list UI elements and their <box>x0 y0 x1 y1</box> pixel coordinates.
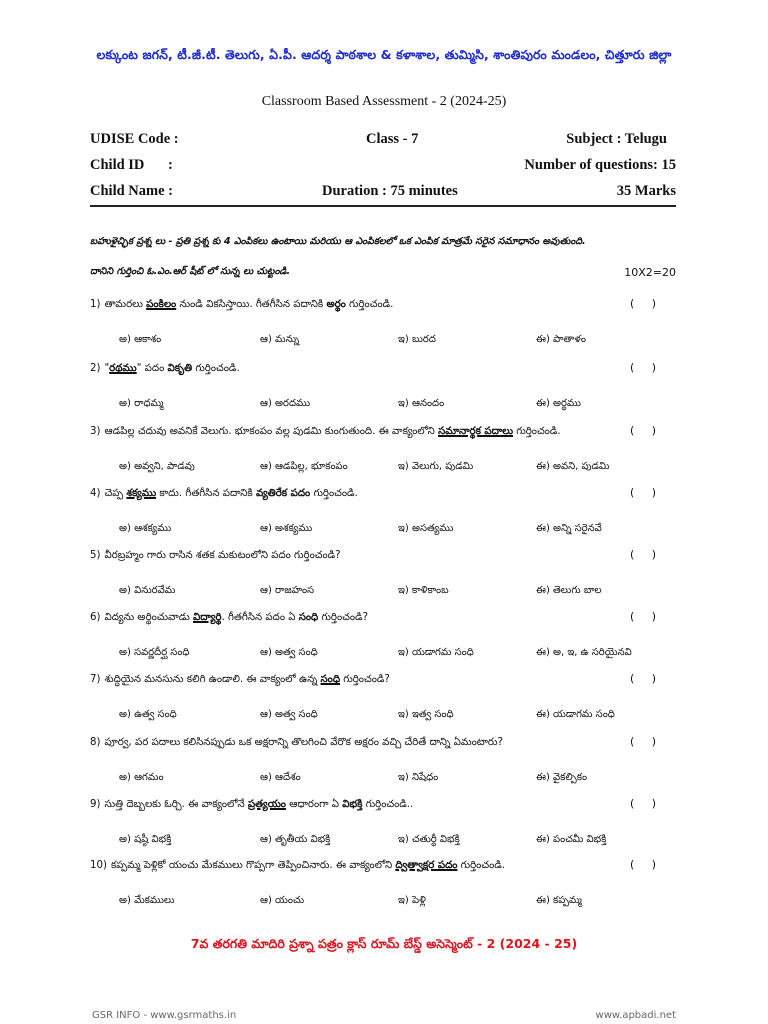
option-4[interactable]: ఈ) అన్ని సరైనవే <box>536 523 602 534</box>
question-bold: ద్విత్వాక్షర పదం <box>395 860 458 871</box>
option-2[interactable]: ఆ) ఆదేశం <box>260 772 301 783</box>
option-4[interactable]: ఈ) పాతాళం <box>536 334 586 345</box>
school-header: లక్కుంట జగన్, టీ.జీ.టీ. తెలుగు, ఏ.పీ. ఆదర్శ పాఠశాల & కళాశాల, తుమ్మిసి, శాంతిపురం మండలం, చిత్తూరు జిల్లా <box>96 47 672 62</box>
question-mid: ఆధారంగా ఏ <box>285 799 343 810</box>
answer-bracket[interactable]: ( ) <box>630 735 657 748</box>
question-post: గుర్తించండి? <box>318 612 368 623</box>
option-3[interactable]: ఇ) పెళ్లి <box>398 895 426 906</box>
question-mid: గుర్తించండి. <box>457 860 506 871</box>
option-3[interactable]: ఇ) ఇత్వ సంధి <box>398 709 454 720</box>
option-2[interactable]: ఆ) అత్వ సంధి <box>260 709 318 720</box>
question-text <box>90 549 676 563</box>
question-text <box>90 611 676 625</box>
question-num: 2) <box>90 363 101 374</box>
question-text <box>90 736 676 750</box>
option-4[interactable]: ఈ) అవని, పుడమి <box>536 461 610 472</box>
udise-label: UDISE Code : <box>90 131 179 147</box>
question-pre: సుత్తి దెబ్బలకు ఓర్చి. ఈ వాక్యంలోనే <box>104 799 248 810</box>
option-1[interactable]: అ) రాధమ్మ <box>119 398 164 409</box>
question-pre: ఆడపిల్ల చదువు అవనికే వెలుగు. భూకంపం వల్ల పుడమి కుంగుతుంది. ఈ వాక్యంలోని <box>104 426 439 437</box>
class-label: Class - 7 <box>366 131 419 147</box>
option-3[interactable]: ఇ) యడాగమ సంధి <box>398 647 474 658</box>
subject-label: Subject : Telugu <box>566 131 667 147</box>
question-num: 6) <box>90 612 101 623</box>
option-4[interactable]: ఈ) వైకల్పికం <box>536 772 588 783</box>
answer-bracket[interactable]: ( ) <box>630 297 657 310</box>
question-bold2: వ్యతిరేక పదం <box>255 488 311 499</box>
question-post: గుర్తించండి. <box>345 299 394 310</box>
question-mid: గుర్తించండి? <box>340 674 390 685</box>
duration-label: Duration : 75 minutes <box>322 183 458 199</box>
option-1[interactable]: అ) వినురవేమ <box>119 585 176 596</box>
question-text <box>90 673 676 687</box>
section-marks: 10X2=20 <box>624 266 676 279</box>
option-4[interactable]: ఈ) అర్థము <box>536 398 581 409</box>
question-bold: రథము <box>109 363 137 374</box>
question-post: గుర్తించండి.. <box>362 799 414 810</box>
header-divider <box>90 205 676 207</box>
question-num: 10) <box>90 860 107 871</box>
question-num: 9) <box>90 799 101 810</box>
option-2[interactable]: ఆ) ఆడపిల్ల, భూకంపం <box>260 461 348 472</box>
option-1[interactable]: అ) షష్ఠీ విభక్తి <box>119 834 172 845</box>
footer-title: 7వ తరగతి మాదిరి ప్రశ్నా పత్రం క్లాస్ రూమ్ బేస్డ్ అసెస్మెంట్ - 2 (2024 - 25) <box>190 936 578 951</box>
option-1[interactable]: అ) ఆగమం <box>119 772 164 783</box>
option-1[interactable]: అ) మేకములు <box>119 895 175 906</box>
answer-bracket[interactable]: ( ) <box>630 610 657 623</box>
option-1[interactable]: అ) ఉత్వ సంధి <box>119 709 177 720</box>
question-bold: ప్రత్యయం <box>247 799 286 810</box>
question-bold2: సంధి <box>298 612 319 623</box>
question-num: 5) <box>90 550 101 561</box>
question-num: 4) <box>90 488 101 499</box>
question-num: 8) <box>90 737 101 748</box>
instruction-line-2: దానిని గుర్తించి ఓ.ఎం.ఆర్ షీట్ లో సున్న లు చుట్టండి. <box>90 266 291 277</box>
question-text <box>90 487 676 501</box>
answer-bracket[interactable]: ( ) <box>630 486 657 499</box>
question-text <box>90 798 676 812</box>
question-bold: పంకిలం <box>146 299 177 310</box>
option-4[interactable]: ఈ) పంచమీ విభక్తి <box>536 834 607 845</box>
instruction-line-1: బహుళైచ్ఛిక ప్రశ్న లు - ప్రతి ప్రశ్న కు 4 ఎంపికలు ఉంటాయి మరియు ఆ ఎంపికలలో ఒక ఎంపిక మాత్రమే సరైన సమాధానం అవుతుంది. <box>90 236 586 247</box>
footer-right: www.apbadi.net <box>595 1010 676 1021</box>
question-pre: తామరలు <box>104 299 147 310</box>
option-3[interactable]: ఇ) బురద <box>398 334 436 345</box>
question-mid: నుండి వికసిస్తాయి. గీతగీసిన పదానికి <box>176 299 327 310</box>
answer-bracket[interactable]: ( ) <box>630 424 657 437</box>
option-4[interactable]: ఈ) కప్పమ్మ <box>536 895 582 906</box>
question-num: 1) <box>90 299 101 310</box>
option-4[interactable]: ఈ) తెలుగు బాల <box>536 585 602 596</box>
question-pre: కప్పమ్మ పెళ్లికో యంచు మేకములు గొప్పగా తెప్పించినారు. ఈ వాక్యంలోని <box>110 860 396 871</box>
num-questions-label: Number of questions: 15 <box>524 157 676 173</box>
question-num: 3) <box>90 426 101 437</box>
assessment-title: Classroom Based Assessment - 2 (2024-25) <box>261 94 507 109</box>
question-num: 7) <box>90 674 101 685</box>
child-id-colon: : <box>168 157 173 173</box>
option-1[interactable]: అ) అవ్వని, పాడవు <box>119 461 195 472</box>
child-id-label: Child ID <box>90 157 145 173</box>
option-4[interactable]: ఈ) యడాగమ సంధి <box>536 709 615 720</box>
question-post: గుర్తించండి. <box>192 363 240 374</box>
option-1[interactable]: అ) ఆశక్యము <box>119 523 172 534</box>
option-2[interactable]: ఆ) మన్ను <box>260 334 300 345</box>
answer-bracket[interactable]: ( ) <box>630 858 657 871</box>
footer-left: GSR INFO - www.gsrmaths.in <box>92 1010 237 1021</box>
option-3[interactable]: ఇ) చతుర్థీ విభక్తి <box>398 834 460 845</box>
question-mid: . గీతగీసిన పదం ఏ <box>221 612 299 623</box>
option-3[interactable]: ఇ) వెలుగు, పుడమి <box>398 461 474 472</box>
question-bold2: వికృతి <box>167 363 193 374</box>
option-2[interactable]: ఆ) తృతీయ విభక్తి <box>260 834 331 845</box>
question-pre: వీరబ్రహ్మం గారు రాసిన శతక మకుటంలోని పదం గుర్తించండి? <box>104 550 341 561</box>
option-3[interactable]: ఇ) ఆనందం <box>398 398 445 409</box>
question-pre: విద్యను అర్థించువాడు <box>104 612 194 623</box>
question-mid: " పదం <box>136 363 168 374</box>
question-pre: పూర్వ, పర పదాలు కలిసినప్పుడు ఒక అక్షరాన్ని తొలగించి వేరొక అక్షరం వచ్చి చేరితే దాన్ని ఏమంటారు? <box>104 737 503 748</box>
option-1[interactable]: అ) ఆకాశం <box>119 334 162 345</box>
option-2[interactable]: ఆ) రాజహంస <box>260 585 315 596</box>
answer-bracket[interactable]: ( ) <box>630 797 657 810</box>
question-text <box>90 362 676 376</box>
question-post: గుర్తించండి. <box>310 488 358 499</box>
option-2[interactable]: ఆ) అరదము <box>260 398 311 409</box>
option-2[interactable]: ఆ) యంచు <box>260 895 305 906</box>
question-bold: సంధి <box>320 674 341 685</box>
question-mid: గుర్తించండి. <box>513 426 561 437</box>
answer-bracket[interactable]: ( ) <box>630 361 657 374</box>
marks-label: 35 Marks <box>616 183 676 199</box>
question-pre: " <box>104 363 110 374</box>
option-2[interactable]: ఆ) అత్వ సంధి <box>260 647 318 658</box>
question-text <box>90 425 676 439</box>
question-text <box>90 298 676 312</box>
option-3[interactable]: ఇ) కాళికాంబ <box>398 585 449 596</box>
option-3[interactable]: ఇ) నిషేధం <box>398 772 439 783</box>
question-bold2: విభక్తి <box>342 799 363 810</box>
child-name-label: Child Name : <box>90 183 173 199</box>
option-2[interactable]: ఆ) అశక్యము <box>260 523 313 534</box>
answer-bracket[interactable]: ( ) <box>630 672 657 685</box>
question-pre: శుద్ధియైన మనసును కలిగి ఉండాలి. ఈ వాక్యంలో ఉన్న <box>104 674 321 685</box>
question-text <box>90 859 676 873</box>
question-bold: శక్యము <box>126 488 157 499</box>
option-1[interactable]: అ) సవర్ణదీర్ఘ సంధి <box>119 647 190 658</box>
question-mid: కాదు. గీతగీసిన పదానికి <box>156 488 256 499</box>
question-bold: విద్యార్థి <box>193 612 222 623</box>
option-4[interactable]: ఈ) అ, ఇ, ఉ సరియైనవి <box>536 647 632 658</box>
answer-bracket[interactable]: ( ) <box>630 548 657 561</box>
option-3[interactable]: ఇ) అసత్యము <box>398 523 454 534</box>
question-bold2: అర్థం <box>326 299 346 310</box>
question-bold: సమానార్థక పదాలు <box>438 426 514 437</box>
question-pre: చెప్ప <box>104 488 127 499</box>
